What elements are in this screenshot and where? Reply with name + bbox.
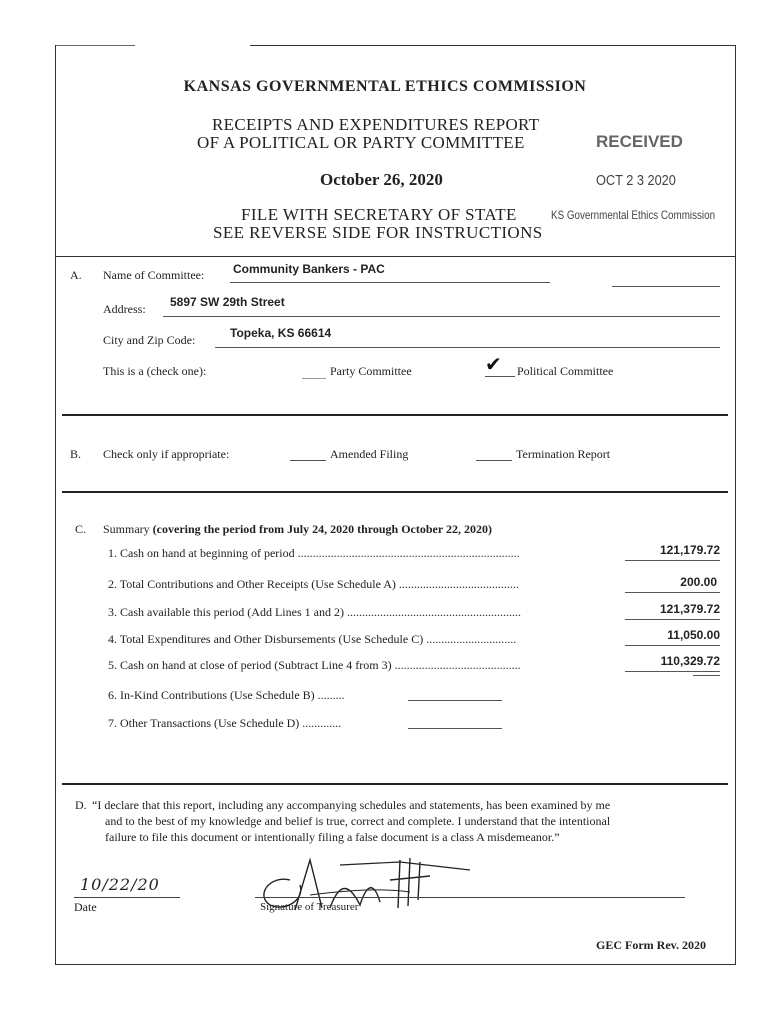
summary-line-underline[interactable] <box>408 728 502 729</box>
political-blank[interactable] <box>485 376 515 377</box>
amended-blank[interactable] <box>290 460 326 461</box>
section-a-letter: A. <box>70 268 82 282</box>
report-title-line2: OF A POLITICAL OR PARTY COMMITTEE <box>197 133 525 152</box>
date-label: Date <box>74 900 97 914</box>
summary-line-underline <box>625 592 720 593</box>
section-d-letter: D. <box>75 798 87 812</box>
file-line1: FILE WITH SECRETARY OF STATE <box>241 205 517 224</box>
address-value[interactable]: 5897 SW 29th Street <box>170 295 285 309</box>
summary-line-underline <box>625 645 720 646</box>
section-c-divider <box>62 783 728 785</box>
received-agency: KS Governmental Ethics Commission <box>551 208 716 222</box>
party-blank[interactable] <box>302 378 326 379</box>
summary-line-amount[interactable]: 121,379.72 <box>659 602 720 616</box>
report-date: October 26, 2020 <box>320 170 443 189</box>
committee-extra-line <box>612 286 720 287</box>
political-checkmark-icon: ✔ <box>485 352 502 376</box>
summary-heading <box>103 522 492 537</box>
commission-title: KANSAS GOVERNMENTAL ETHICS COMMISSION <box>183 78 587 95</box>
address-label: Address: <box>103 302 146 316</box>
signature-line <box>255 897 685 898</box>
top-border-left <box>55 45 135 46</box>
report-title-line1: RECEIPTS AND EXPENDITURES REPORT <box>212 115 540 134</box>
declaration-line3: failure to file this document or intentionally filing a false document is a class A misdemeanor.” <box>105 830 560 844</box>
summary-line-label: 4. Total Expenditures and Other Disbursements (Use Schedule C) .............................. <box>108 632 517 646</box>
committee-type-label: This is a (check one): <box>103 364 207 378</box>
received-stamp: RECEIVED <box>596 132 683 151</box>
amended-filing-label: Amended Filing <box>330 447 409 461</box>
address-line <box>163 316 720 317</box>
committee-name-value[interactable]: Community Bankers - PAC <box>233 262 385 276</box>
summary-line-label: 5. Cash on hand at close of period (Subtract Line 4 from 3) .......................................... <box>108 658 521 672</box>
header-divider <box>56 256 735 257</box>
section-b-letter: B. <box>70 447 82 461</box>
section-b-divider <box>62 491 728 493</box>
summary-line-amount[interactable]: 200.00 <box>680 575 717 589</box>
declaration-line1: “I declare that this report, including any accompanying schedules and statements, has been examined by me <box>92 798 611 812</box>
summary-line-underline <box>625 619 720 620</box>
top-border <box>250 45 735 46</box>
date-line <box>74 897 180 898</box>
right-border <box>735 45 736 965</box>
date-value[interactable]: 10/22/20 <box>80 875 160 894</box>
summary-line-label: 6. In-Kind Contributions (Use Schedule B) ......... <box>108 688 345 702</box>
declaration-line2: and to the best of my knowledge and belief is true, correct and complete. I understand that the intentional <box>105 814 611 828</box>
city-zip-line <box>215 347 720 348</box>
bottom-border <box>55 964 736 965</box>
summary-line-underline-extra <box>693 675 720 676</box>
summary-line-underline <box>625 560 720 561</box>
received-date: OCT 2 3 2020 <box>596 172 676 189</box>
left-border <box>55 45 56 965</box>
summary-line-amount[interactable]: 121,179.72 <box>659 543 720 557</box>
summary-line-label: 2. Total Contributions and Other Receipts (Use Schedule A) ........................................ <box>108 577 519 591</box>
signature-label: Signature of Treasurer <box>260 901 359 913</box>
summary-line-label: 1. Cash on hand at beginning of period .......................................................................... <box>108 546 520 560</box>
section-a-divider <box>62 414 728 416</box>
summary-heading-word: Summary <box>103 522 153 536</box>
summary-line-underline <box>625 671 720 672</box>
political-committee-label: Political Committee <box>517 364 614 378</box>
summary-line-label: 7. Other Transactions (Use Schedule D) ............. <box>108 716 342 730</box>
committee-name-line <box>230 282 550 283</box>
committee-name-label: Name of Committee: <box>103 268 205 282</box>
summary-line-underline[interactable] <box>408 700 502 701</box>
file-line2: SEE REVERSE SIDE FOR INSTRUCTIONS <box>213 223 543 242</box>
termination-report-label: Termination Report <box>516 447 611 461</box>
party-committee-label: Party Committee <box>330 364 412 378</box>
city-zip-label: City and Zip Code: <box>103 333 196 347</box>
summary-line-amount[interactable]: 11,050.00 <box>667 628 720 642</box>
section-c-letter: C. <box>75 522 87 536</box>
summary-line-amount[interactable]: 110,329.72 <box>660 654 720 668</box>
summary-line-label: 3. Cash available this period (Add Lines 1 and 2) .......................................................... <box>108 605 521 619</box>
summary-period: (covering the period from July 24, 2020 through October 22, 2020) <box>152 522 492 536</box>
section-b-label: Check only if appropriate: <box>103 447 230 461</box>
form-revision: GEC Form Rev. 2020 <box>596 938 706 952</box>
termination-blank[interactable] <box>476 460 512 461</box>
city-zip-value[interactable]: Topeka, KS 66614 <box>230 326 332 340</box>
